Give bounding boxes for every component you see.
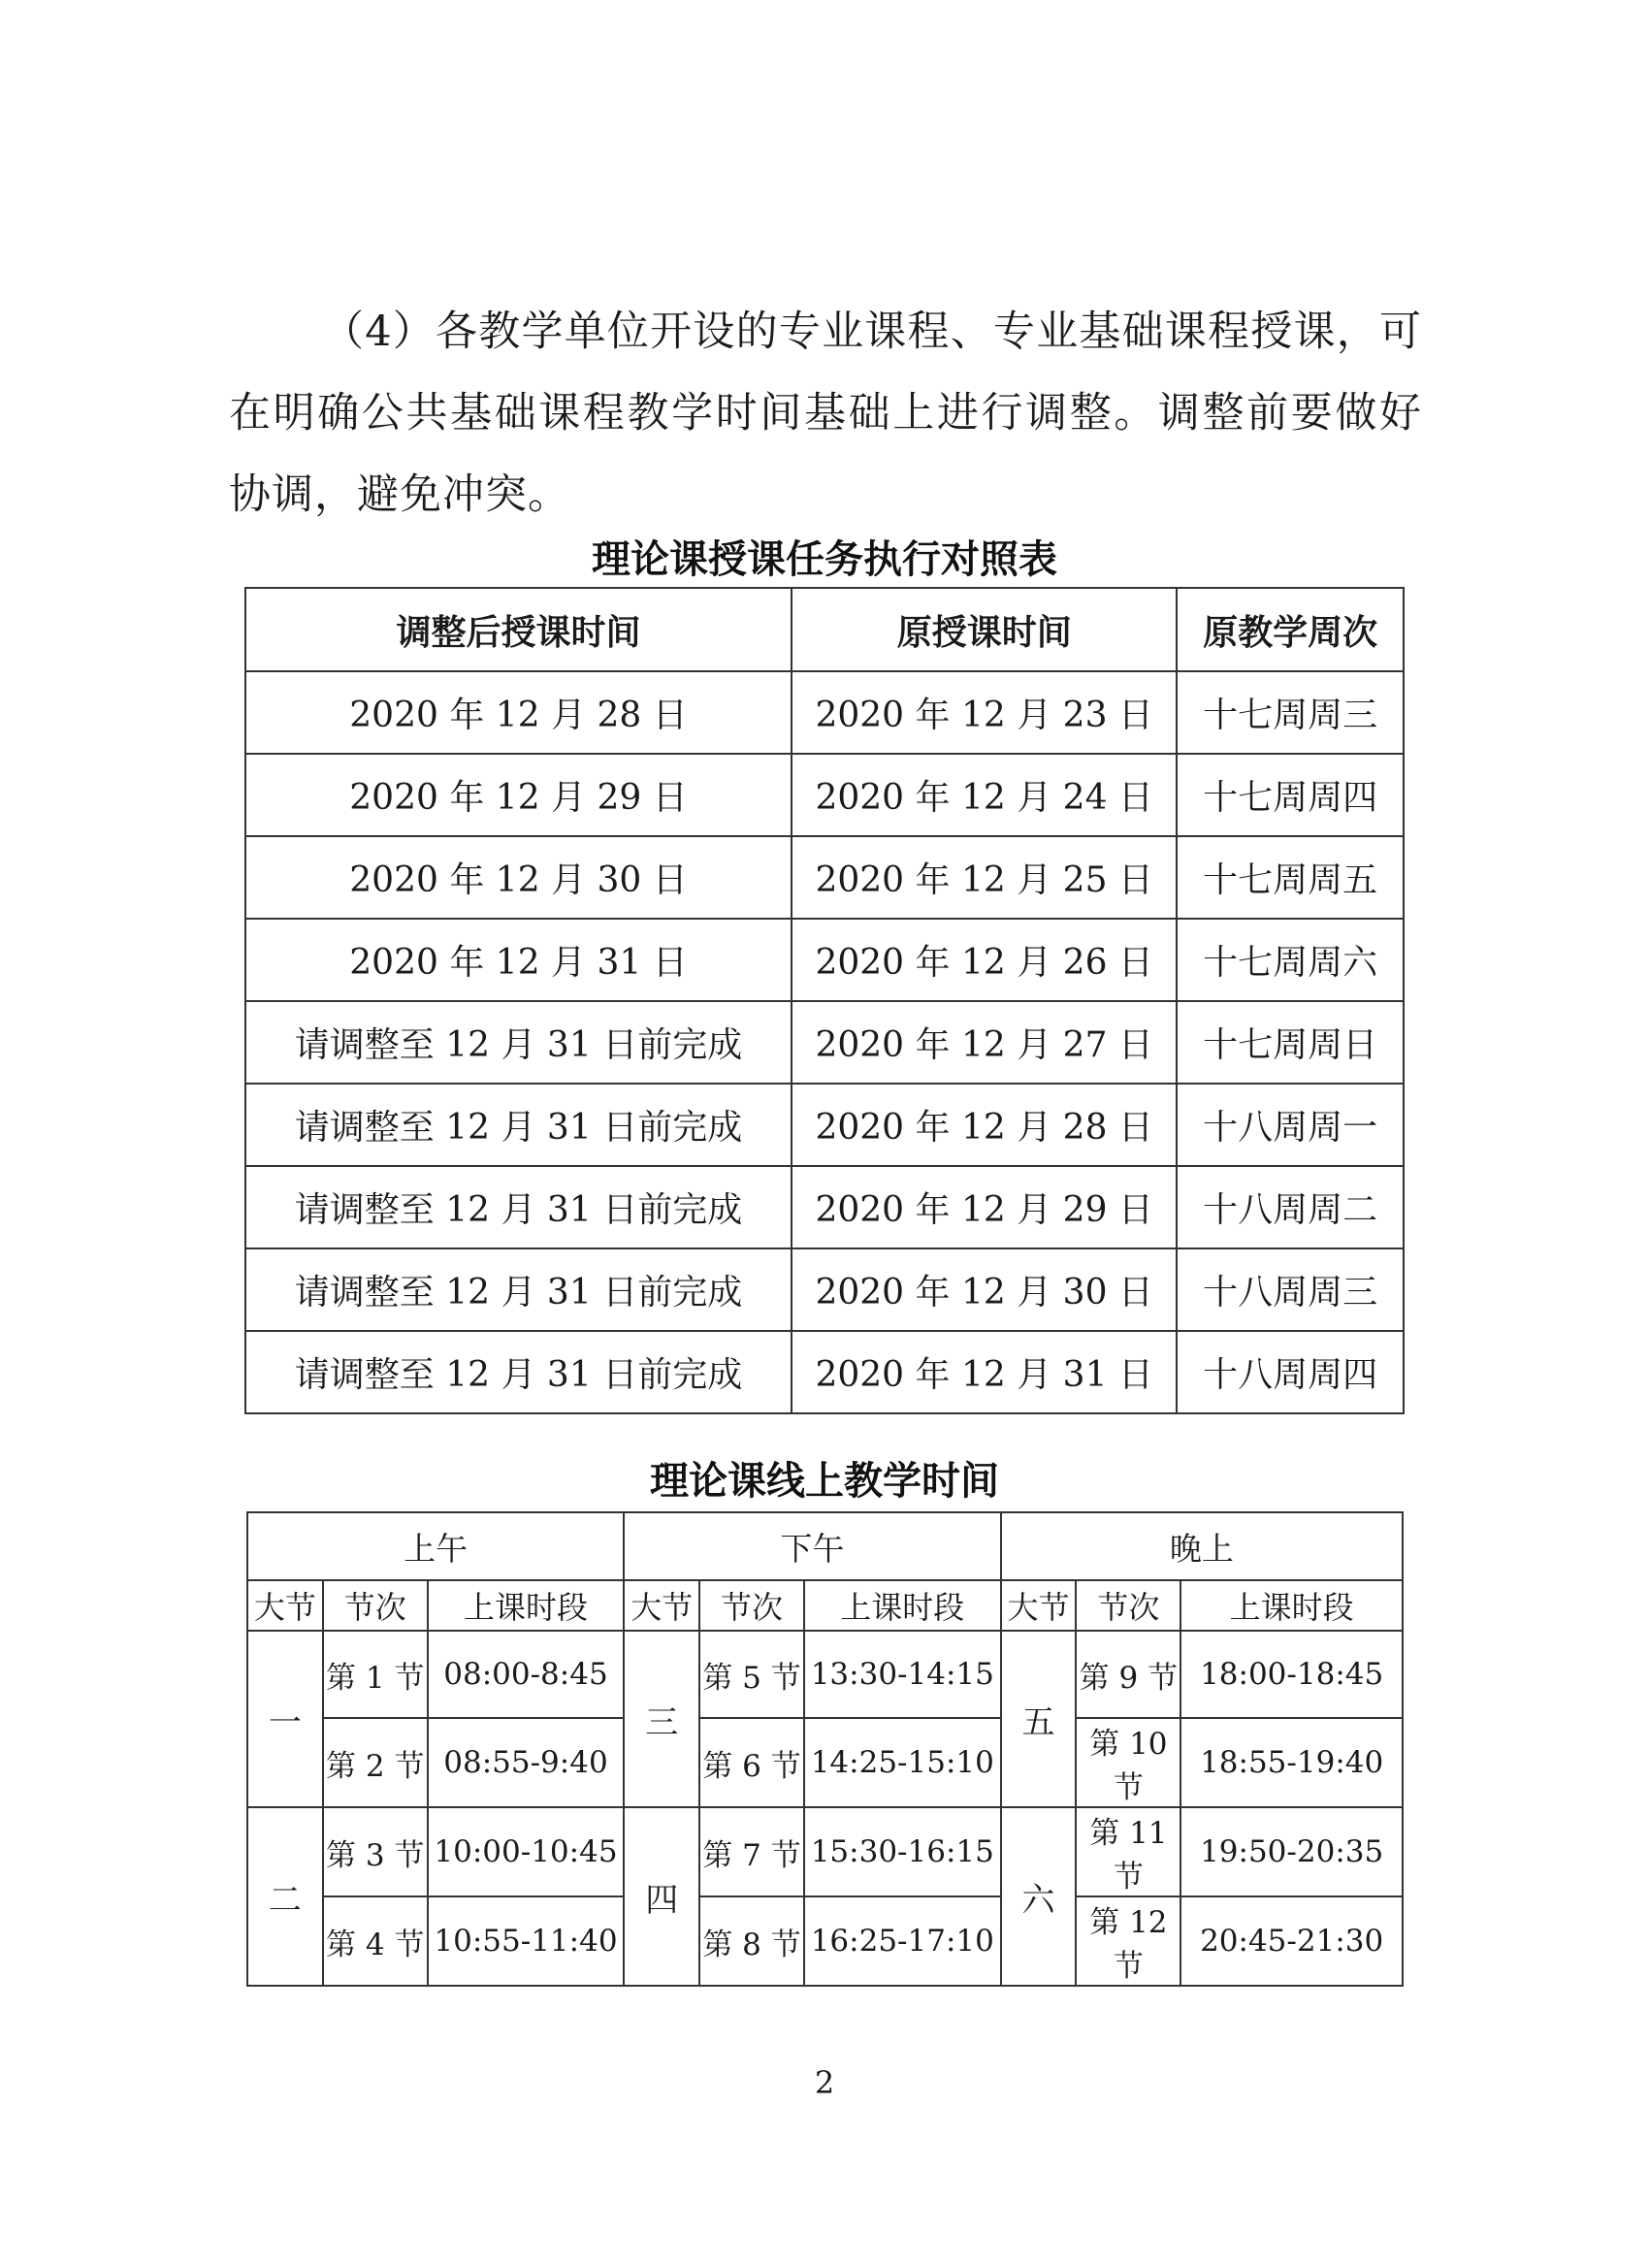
big-section-cell: 四 [624, 1807, 699, 1986]
time-slot-cell: 10:55-11:40 [428, 1896, 625, 1986]
table1-title: 理论课授课任务执行对照表 [592, 537, 1057, 582]
table-row [247, 1631, 1403, 1718]
schedule-comparison-table [244, 587, 1405, 1414]
session-cell: 第 3 节 [323, 1807, 428, 1896]
adjusted-time-cell: 请调整至 12 月 31 日前完成 [245, 1331, 792, 1413]
sub-header-session: 节次 [1076, 1580, 1180, 1631]
table-row [245, 1166, 1404, 1248]
period-evening: 晚上 [1001, 1512, 1403, 1580]
sub-header-time-slot: 上课时段 [428, 1580, 625, 1631]
original-week-cell: 十七周周日 [1177, 1001, 1404, 1084]
session-cell: 第 6 节 [699, 1718, 804, 1807]
time-slot-cell: 08:00-8:45 [428, 1631, 625, 1718]
time-slot-cell: 19:50-20:35 [1180, 1807, 1403, 1896]
session-cell: 第 11 节 [1076, 1807, 1180, 1896]
big-section-cell: 一 [247, 1631, 323, 1807]
table-row [247, 1896, 1403, 1986]
original-week-cell: 十八周周一 [1177, 1084, 1404, 1166]
big-section-cell: 二 [247, 1807, 323, 1986]
table1-header-row [245, 588, 1404, 671]
sub-header-time-slot: 上课时段 [804, 1580, 1001, 1631]
time-slot-cell: 18:00-18:45 [1180, 1631, 1403, 1718]
big-section-cell: 六 [1001, 1807, 1077, 1986]
sub-header-time-slot: 上课时段 [1180, 1580, 1403, 1631]
table-row [247, 1807, 1403, 1896]
adjusted-time-cell: 2020 年 12 月 28 日 [245, 671, 792, 754]
sub-header-big-section: 大节 [247, 1580, 323, 1631]
adjusted-time-cell: 请调整至 12 月 31 日前完成 [245, 1001, 792, 1084]
original-time-cell: 2020 年 12 月 26 日 [792, 919, 1177, 1001]
original-week-cell: 十八周周三 [1177, 1248, 1404, 1331]
original-time-cell: 2020 年 12 月 28 日 [792, 1084, 1177, 1166]
time-slot-cell: 18:55-19:40 [1180, 1718, 1403, 1807]
period-afternoon: 下午 [624, 1512, 1000, 1580]
sub-header-big-section: 大节 [624, 1580, 699, 1631]
time-slot-cell: 14:25-15:10 [804, 1718, 1001, 1807]
table-row [245, 1248, 1404, 1331]
header-original-time: 原授课时间 [792, 588, 1177, 671]
table-row [245, 671, 1404, 754]
original-time-cell: 2020 年 12 月 31 日 [792, 1331, 1177, 1413]
session-cell: 第 10 节 [1076, 1718, 1180, 1807]
table-row [247, 1718, 1403, 1807]
time-slot-cell: 08:55-9:40 [428, 1718, 625, 1807]
table-row [245, 754, 1404, 836]
time-slot-cell: 15:30-16:15 [804, 1807, 1001, 1896]
table-row [245, 836, 1404, 919]
sub-header-big-section: 大节 [1001, 1580, 1077, 1631]
header-original-week: 原教学周次 [1177, 588, 1404, 671]
table-row [245, 919, 1404, 1001]
original-time-cell: 2020 年 12 月 25 日 [792, 836, 1177, 919]
time-slot-cell: 20:45-21:30 [1180, 1896, 1403, 1986]
session-cell: 第 7 节 [699, 1807, 804, 1896]
adjusted-time-cell: 请调整至 12 月 31 日前完成 [245, 1084, 792, 1166]
adjusted-time-cell: 2020 年 12 月 30 日 [245, 836, 792, 919]
adjusted-time-cell: 2020 年 12 月 31 日 [245, 919, 792, 1001]
original-time-cell: 2020 年 12 月 29 日 [792, 1166, 1177, 1248]
adjusted-time-cell: 请调整至 12 月 31 日前完成 [245, 1166, 792, 1248]
session-cell: 第 2 节 [323, 1718, 428, 1807]
time-slot-cell: 16:25-17:10 [804, 1896, 1001, 1986]
table-row [245, 1084, 1404, 1166]
header-adjusted-time: 调整后授课时间 [245, 588, 792, 671]
original-week-cell: 十八周周四 [1177, 1331, 1404, 1413]
adjusted-time-cell: 2020 年 12 月 29 日 [245, 754, 792, 836]
period-morning: 上午 [247, 1512, 624, 1580]
sub-header-session: 节次 [323, 1580, 428, 1631]
session-cell: 第 8 节 [699, 1896, 804, 1986]
big-section-cell: 五 [1001, 1631, 1077, 1807]
sub-header-session: 节次 [699, 1580, 804, 1631]
original-week-cell: 十七周周六 [1177, 919, 1404, 1001]
original-time-cell: 2020 年 12 月 23 日 [792, 671, 1177, 754]
online-teaching-time-table [246, 1511, 1404, 1987]
period-header-row [247, 1512, 1403, 1580]
original-time-cell: 2020 年 12 月 27 日 [792, 1001, 1177, 1084]
original-week-cell: 十七周周五 [1177, 836, 1404, 919]
adjusted-time-cell: 请调整至 12 月 31 日前完成 [245, 1248, 792, 1331]
original-week-cell: 十七周周三 [1177, 671, 1404, 754]
body-paragraph: （4）各教学单位开设的专业课程、专业基础课程授课，可在明确公共基础课程教学时间基础上进行调整。调整前要做好协调，避免冲突。 [229, 308, 1422, 519]
page-number: 2 [814, 2064, 835, 2101]
time-slot-cell: 13:30-14:15 [804, 1631, 1001, 1718]
table-row [245, 1331, 1404, 1413]
session-cell: 第 4 节 [323, 1896, 428, 1986]
time-slot-cell: 10:00-10:45 [428, 1807, 625, 1896]
original-time-cell: 2020 年 12 月 30 日 [792, 1248, 1177, 1331]
original-week-cell: 十八周周二 [1177, 1166, 1404, 1248]
original-time-cell: 2020 年 12 月 24 日 [792, 754, 1177, 836]
session-cell: 第 12 节 [1076, 1896, 1180, 1986]
session-cell: 第 5 节 [699, 1631, 804, 1718]
session-cell: 第 9 节 [1076, 1631, 1180, 1718]
original-week-cell: 十七周周四 [1177, 754, 1404, 836]
table2-title: 理论课线上教学时间 [650, 1459, 999, 1504]
table-row [245, 1001, 1404, 1084]
sub-header-row [247, 1580, 1403, 1631]
session-cell: 第 1 节 [323, 1631, 428, 1718]
big-section-cell: 三 [624, 1631, 699, 1807]
